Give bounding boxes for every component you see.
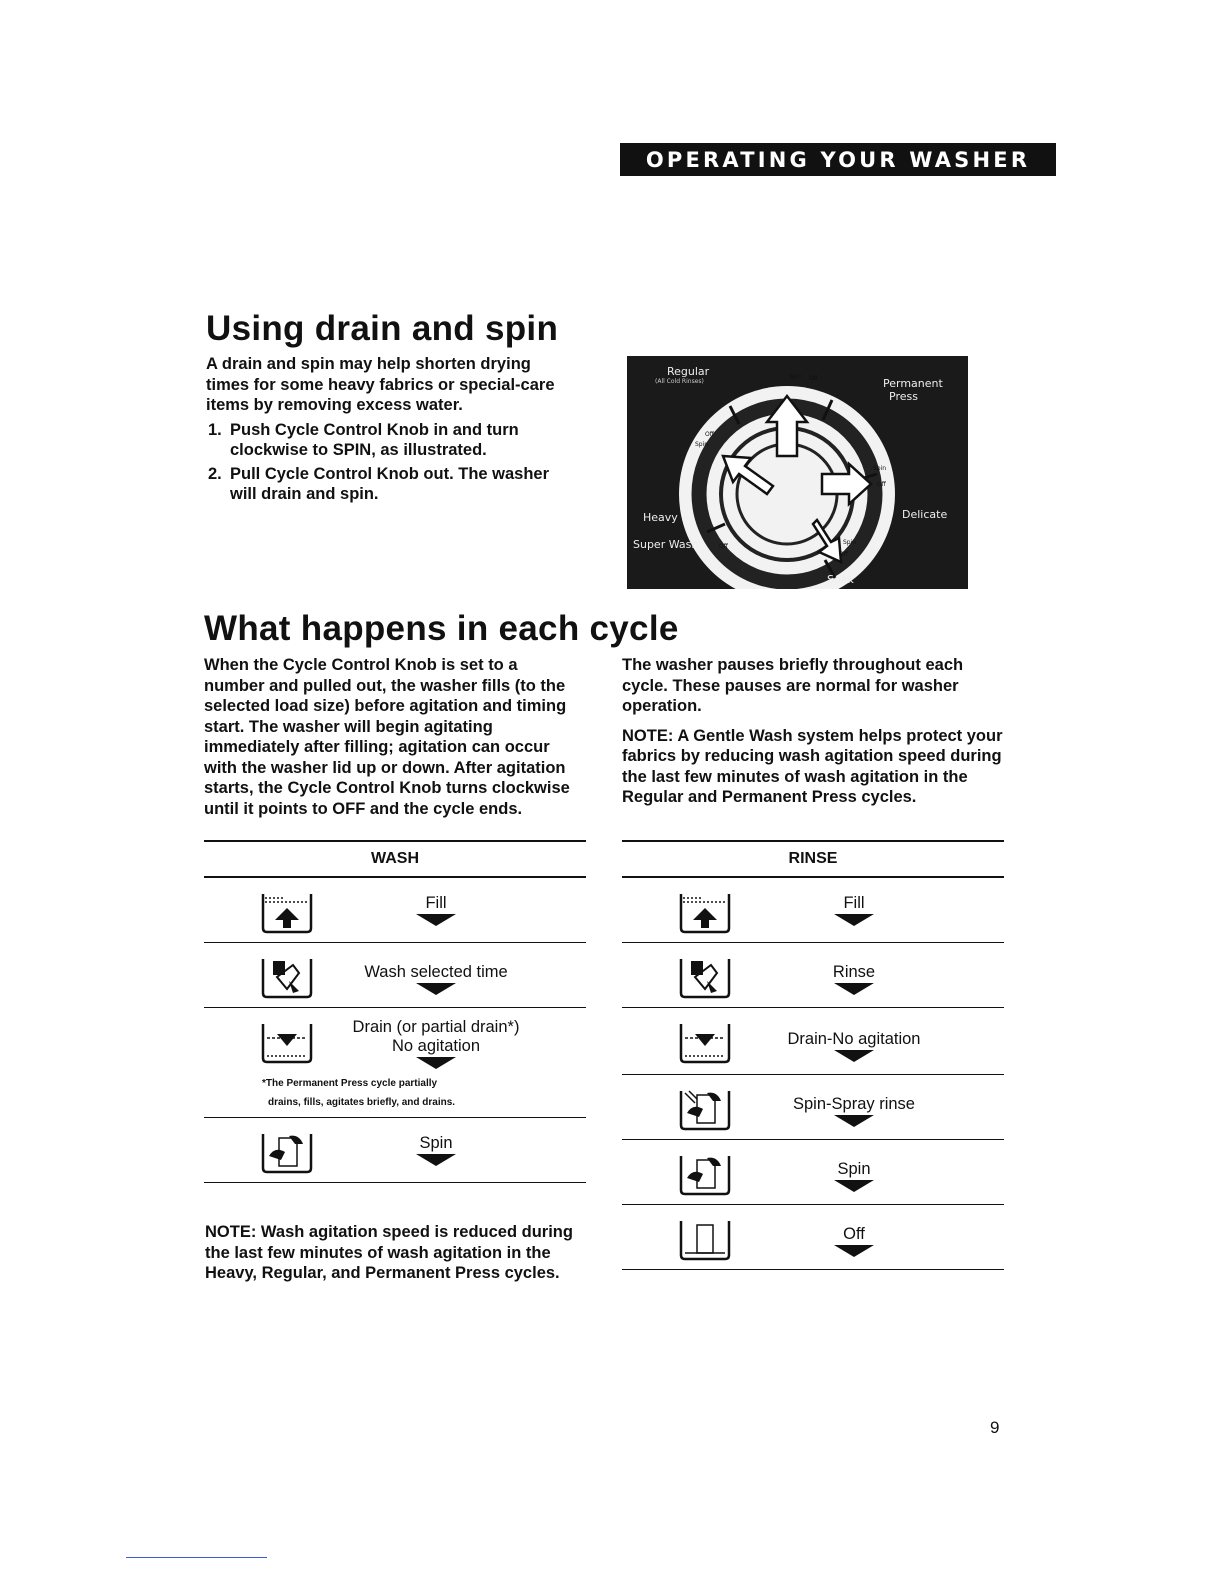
dial-off-marker: Off xyxy=(877,481,886,488)
down-arrow-icon xyxy=(416,1154,456,1166)
rinse-row-spin xyxy=(622,1140,1004,1204)
cycle-right-paragraph xyxy=(622,655,1006,808)
dial-off-marker: Off xyxy=(839,551,848,558)
wash-icon xyxy=(677,955,733,999)
wash-footnote xyxy=(204,1074,586,1112)
wash-icon xyxy=(259,955,315,999)
wash-row-wash xyxy=(204,943,586,1007)
wash-row-drain xyxy=(204,1008,586,1074)
drain-icon xyxy=(259,1020,315,1064)
rinse-row-label xyxy=(734,1030,974,1062)
dial-spin-marker: Spin xyxy=(695,441,709,448)
fill-icon xyxy=(259,890,315,934)
wash-table xyxy=(204,840,586,1183)
dial-off-marker: Off xyxy=(809,375,818,382)
step-number: 1. xyxy=(208,420,222,439)
page-number: 9 xyxy=(990,1418,1000,1437)
spray-rinse-icon xyxy=(677,1087,733,1131)
section-banner: OPERATING YOUR WASHER xyxy=(620,143,1056,176)
down-arrow-icon xyxy=(834,1245,874,1257)
gentle-wash-note xyxy=(622,726,1006,808)
down-arrow-icon xyxy=(834,1050,874,1062)
note-label: NOTE: xyxy=(622,726,674,745)
wash-row-spin xyxy=(204,1118,586,1182)
step-label-text: Off xyxy=(843,1225,865,1243)
pause-bold-text: The washer pauses briefly throughout each cycle. xyxy=(622,656,964,695)
step-label-text: Fill xyxy=(843,894,865,912)
step-label-text: Spin xyxy=(837,1160,871,1178)
dial-label-soak: Soak xyxy=(827,573,854,586)
drain-spin-intro: A drain and spin may help shorten drying times for some heavy fabrics or special-care items by removing excess water. xyxy=(206,355,555,414)
down-arrow-icon xyxy=(834,914,874,926)
step-label-text: Spin-Spray rinse xyxy=(793,1095,915,1113)
step-label-text: Rinse xyxy=(832,963,876,981)
rinse-row-rinse xyxy=(622,943,1004,1007)
agitation-note xyxy=(205,1222,583,1284)
dial-label-regular: Regular xyxy=(667,365,710,378)
step-label-sub: No agitation xyxy=(391,1037,481,1055)
rinse-row-drain xyxy=(622,1008,1004,1074)
spin-icon xyxy=(677,1152,733,1196)
table-bottom-rule xyxy=(622,1269,1004,1270)
step-item xyxy=(206,420,578,461)
step-label-text: Drain-No agitation xyxy=(787,1030,921,1048)
drain-icon xyxy=(677,1020,733,1064)
rinse-row-label xyxy=(734,894,974,926)
cycle-description: When the Cycle Control Knob is set to a number and pulled out, the washer fills (to the selected load size) before agitation and timing start. The washer will begin agitating immediately after filling; agitation can occur with the washer lid up or down. After agitation starts, the Cycle Control Knob turns clockwise until it points to OFF and the cycle ends. xyxy=(204,656,570,818)
rinse-row-label xyxy=(734,1095,974,1127)
step-text: Pull Cycle Control Knob out. The washer will drain and spin. xyxy=(230,464,550,503)
dial-label-heavy: Heavy xyxy=(643,511,678,524)
footnote-line: drains, fills, agitates briefly, and drains. xyxy=(268,1097,456,1108)
step-number: 2. xyxy=(208,464,222,483)
dial-spin-marker: Spin xyxy=(789,373,803,380)
note-text: A Gentle Wash system helps protect your fabrics by reducing wash agitation speed during the last few minutes of wash agitation in the Regular and Permanent Press cycles. xyxy=(622,726,1003,806)
dial-off-marker: Off xyxy=(705,431,714,438)
pause-text: These pauses are normal for washer operation. xyxy=(622,676,959,715)
rinse-table xyxy=(622,840,1004,1270)
rinse-row-label xyxy=(734,963,974,995)
off-icon xyxy=(677,1217,733,1261)
dial-label-regular-note: (All Cold Rinses) xyxy=(655,378,704,385)
dial-label-delicate: Delicate xyxy=(902,508,948,521)
down-arrow-icon xyxy=(416,983,456,995)
step-label-text: Spin xyxy=(419,1134,453,1152)
rinse-row-off xyxy=(622,1205,1004,1269)
dial-spin-marker: Spin xyxy=(843,539,857,546)
rinse-row-spray xyxy=(622,1075,1004,1139)
dial-off-marker: Off xyxy=(719,543,728,550)
dial-spin-marker: Spin xyxy=(873,465,887,472)
cycle-left-paragraph xyxy=(204,655,582,819)
wash-table-header: WASH xyxy=(371,850,419,867)
drain-spin-section xyxy=(206,354,578,508)
step-label-text: Fill xyxy=(425,894,447,912)
rinse-row-label xyxy=(734,1160,974,1192)
spin-icon xyxy=(259,1130,315,1174)
step-label-text: Drain (or partial drain*) xyxy=(352,1018,520,1036)
fill-icon xyxy=(677,890,733,934)
rinse-table-header: RINSE xyxy=(788,850,838,867)
down-arrow-icon xyxy=(416,1057,456,1069)
down-arrow-icon xyxy=(416,914,456,926)
wash-row-label xyxy=(316,1134,556,1166)
footnote-line: *The Permanent Press cycle partially xyxy=(262,1078,438,1089)
wash-row-label xyxy=(316,963,556,995)
down-arrow-icon xyxy=(834,983,874,995)
rinse-row-label xyxy=(734,1225,974,1257)
dial-label-super-wash: Super Wash xyxy=(633,538,699,551)
note-text: Wash agitation speed is reduced during the last few minutes of wash agitation in the Heavy, Regular, and Permanent Press cycles. xyxy=(205,1223,573,1282)
wash-row-label xyxy=(316,1018,556,1069)
wash-row-fill xyxy=(204,878,586,942)
cycle-dial-illustration xyxy=(627,356,968,589)
dial-label-press: Press xyxy=(889,390,918,403)
step-label-text: Wash selected time xyxy=(364,963,508,981)
table-bottom-rule xyxy=(204,1182,586,1183)
drain-spin-steps xyxy=(206,420,578,505)
drain-spin-title: Using drain and spin xyxy=(206,309,559,348)
step-item xyxy=(206,464,578,505)
dial-label-permanent: Permanent xyxy=(883,377,943,390)
down-arrow-icon xyxy=(834,1180,874,1192)
pause-paragraph xyxy=(622,655,1006,717)
dial-graphic xyxy=(627,356,968,589)
step-text: Push Cycle Control Knob in and turn clockwise to SPIN, as illustrated. xyxy=(230,420,519,459)
cycle-title: What happens in each cycle xyxy=(204,609,679,648)
rinse-row-fill xyxy=(622,878,1004,942)
down-arrow-icon xyxy=(834,1115,874,1127)
bottom-link-line xyxy=(126,1557,267,1558)
note-label: NOTE: xyxy=(205,1223,257,1241)
wash-row-label xyxy=(316,894,556,926)
